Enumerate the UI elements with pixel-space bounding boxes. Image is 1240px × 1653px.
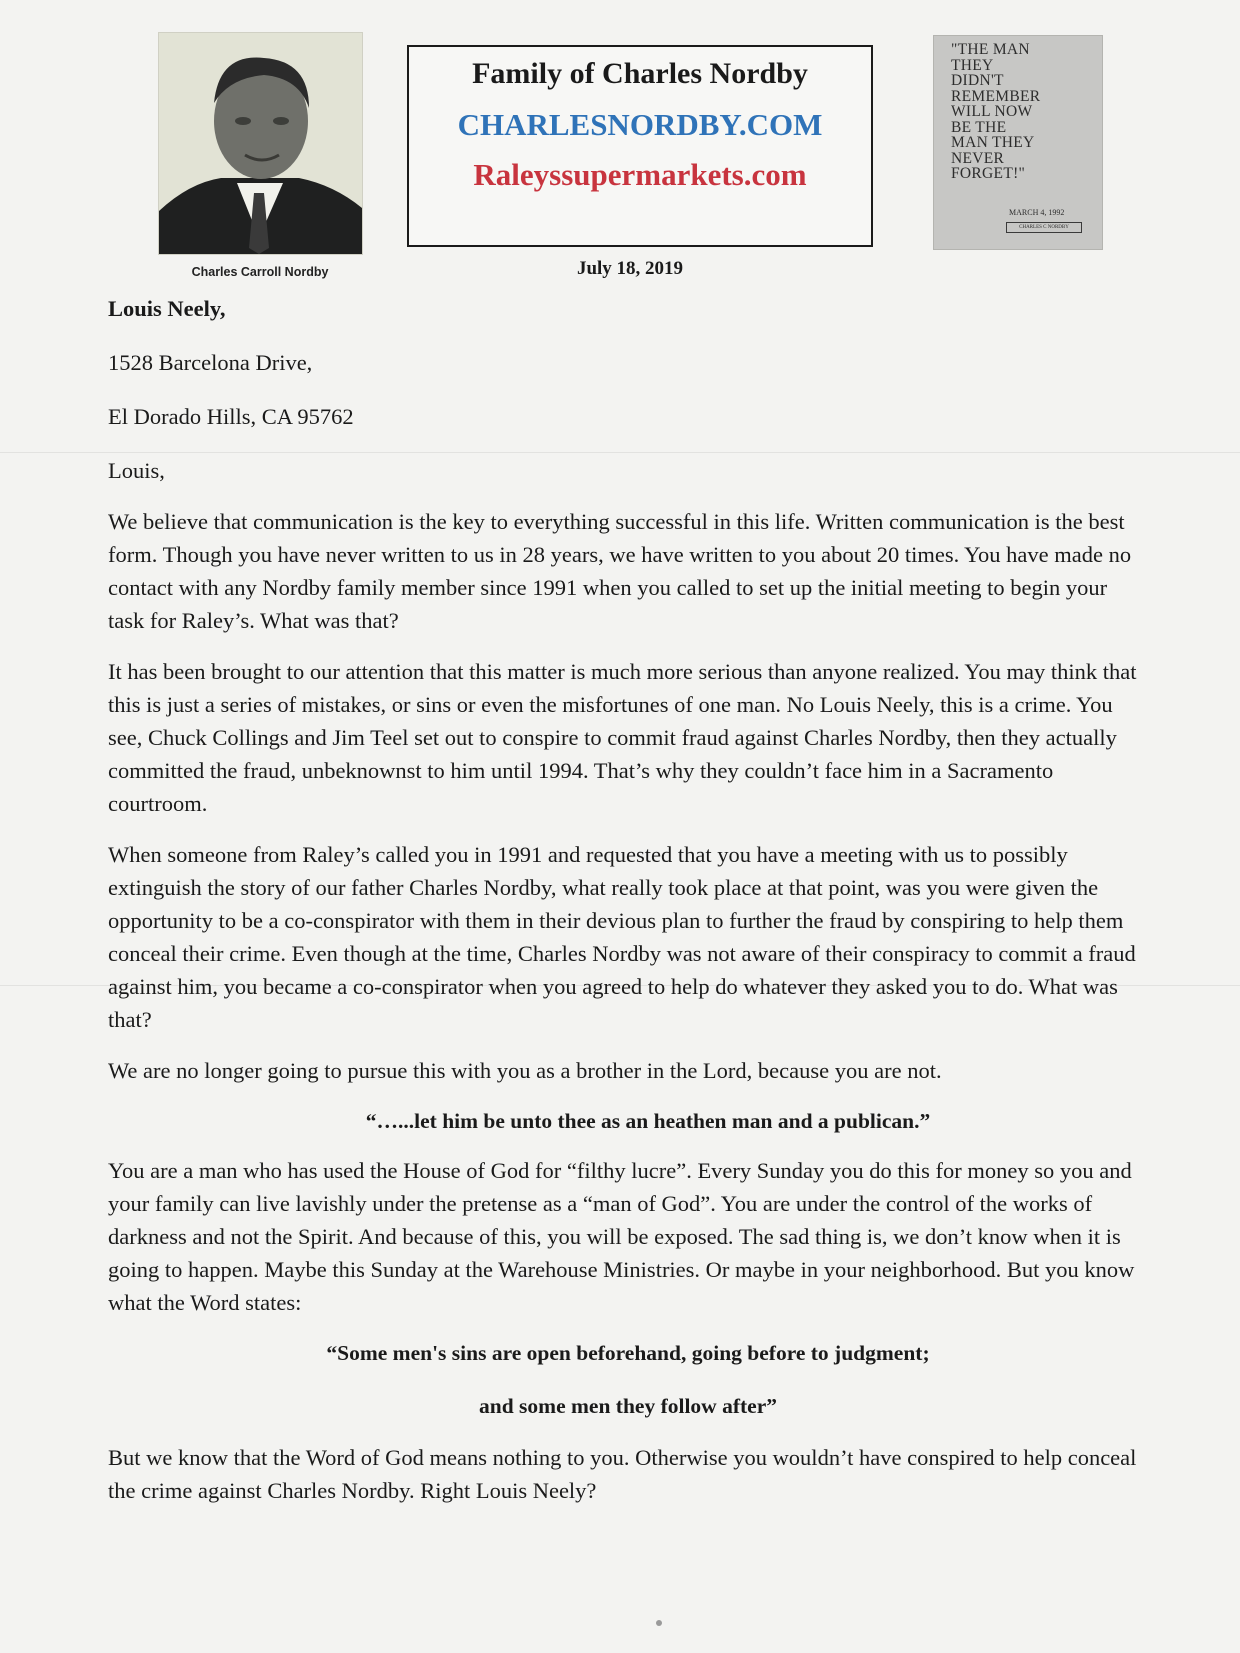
paragraph-5: You are a man who has used the House of God for “filthy lucre”. Every Sunday you do this for money so you and your family can live lavishly under the pretense as a “man of God”. You are under the control of the works of darkness and not the Spirit. And because of this, you will be exposed. The sad thing is, we don’t know when it is going to happen. Maybe this Sunday at the Warehouse Ministries. Or maybe in your neighborhood. But you know what the Word states: [108,1158,1135,1315]
address-line-1: 1528 Barcelona Drive, [108,350,313,375]
scripture-quote-2-line-2: and some men they follow after” [479,1394,777,1418]
website-link-raleys[interactable]: Raleyssupermarkets.com [473,157,807,192]
quote-image-date: MARCH 4, 1992 [1009,208,1065,217]
title-box [407,45,873,247]
scripture-quote-2-line-1: “Some men's sins are open beforehand, going before to judgment; [326,1341,930,1365]
letter-body [108,292,1148,1525]
paragraph-1: We believe that communication is the key to everything successful in this life. Written communication is the best form. Though you have never written to us in 28 years, we have written to you about 20 times. You have made no contact with any Nordby family member since 1991 when you called to set up the initial meeting to begin your task for Raley’s. What was that? [108,509,1132,633]
quote-line: THEY [951,56,994,74]
quote-image-signature: CHARLES C NORDBY [1006,222,1082,233]
quote-line: "THE MAN [951,41,1030,58]
paragraph-3: When someone from Raley’s called you in 1991 and requested that you have a meeting with us to possibly extinguish the story of our father Charles Nordby, what really took place at that point, was you were given the opportunity to be a co-conspirator with them in their devious plan to further the fraud by conspiring to help them conceal their crime. Even though at the time, Charles Nordby was not aware of their conspiracy to commit a fraud against him, you became a co-conspirator when you agreed to help do whatever they asked you to do. What was that? [108,842,1136,1032]
quote-line: DIDN'T [951,72,1004,89]
quote-line: NEVER [951,149,1005,167]
website-link-charlesnordby[interactable]: CHARLESNORDBY.COM [457,107,823,142]
quote-line: REMEMBER [951,87,1041,105]
quote-image-text [951,42,1040,182]
family-title: Family of Charles Nordby [472,57,808,90]
photo-caption: Charles Carroll Nordby [191,265,329,279]
portrait-figure [159,33,362,254]
quote-image [933,35,1103,250]
paragraph-4: We are no longer going to pursue this with you as a brother in the Lord, because you are not. [108,1058,942,1083]
quote-line: FORGET!" [951,165,1026,182]
portrait-photo [158,32,363,255]
quote-line: WILL NOW [951,103,1033,120]
paragraph-2: It has been brought to our attention that this matter is much more serious than anyone realized. You may think that this is just a series of mistakes, or sins or even the misfortunes of one man. No Louis Neely, this is a crime. You see, Chuck Collings and Jim Teel set out to conspire to commit fraud against Charles Nordby, then they actually committed the fraud, unbeknownst to him until 1994. That’s why they couldn’t face him in a Sacramento courtroom. [108,659,1137,816]
address-line-2: El Dorado Hills, CA 95762 [108,404,354,429]
quote-line: BE THE [951,118,1007,136]
paragraph-6: But we know that the Word of God means nothing to you. Otherwise you wouldn’t have conspired to help conceal the crime against Charles Nordby. Right Louis Neely? [108,1445,1137,1503]
recipient-name: Louis Neely, [108,296,226,321]
page-mark [656,1620,662,1626]
greeting: Louis, [108,458,165,483]
scripture-quote-1: “…...let him be unto thee as an heathen man and a publican.” [365,1109,931,1133]
letter-date: July 18, 2019 [576,258,684,279]
quote-line: MAN THEY [951,134,1035,151]
